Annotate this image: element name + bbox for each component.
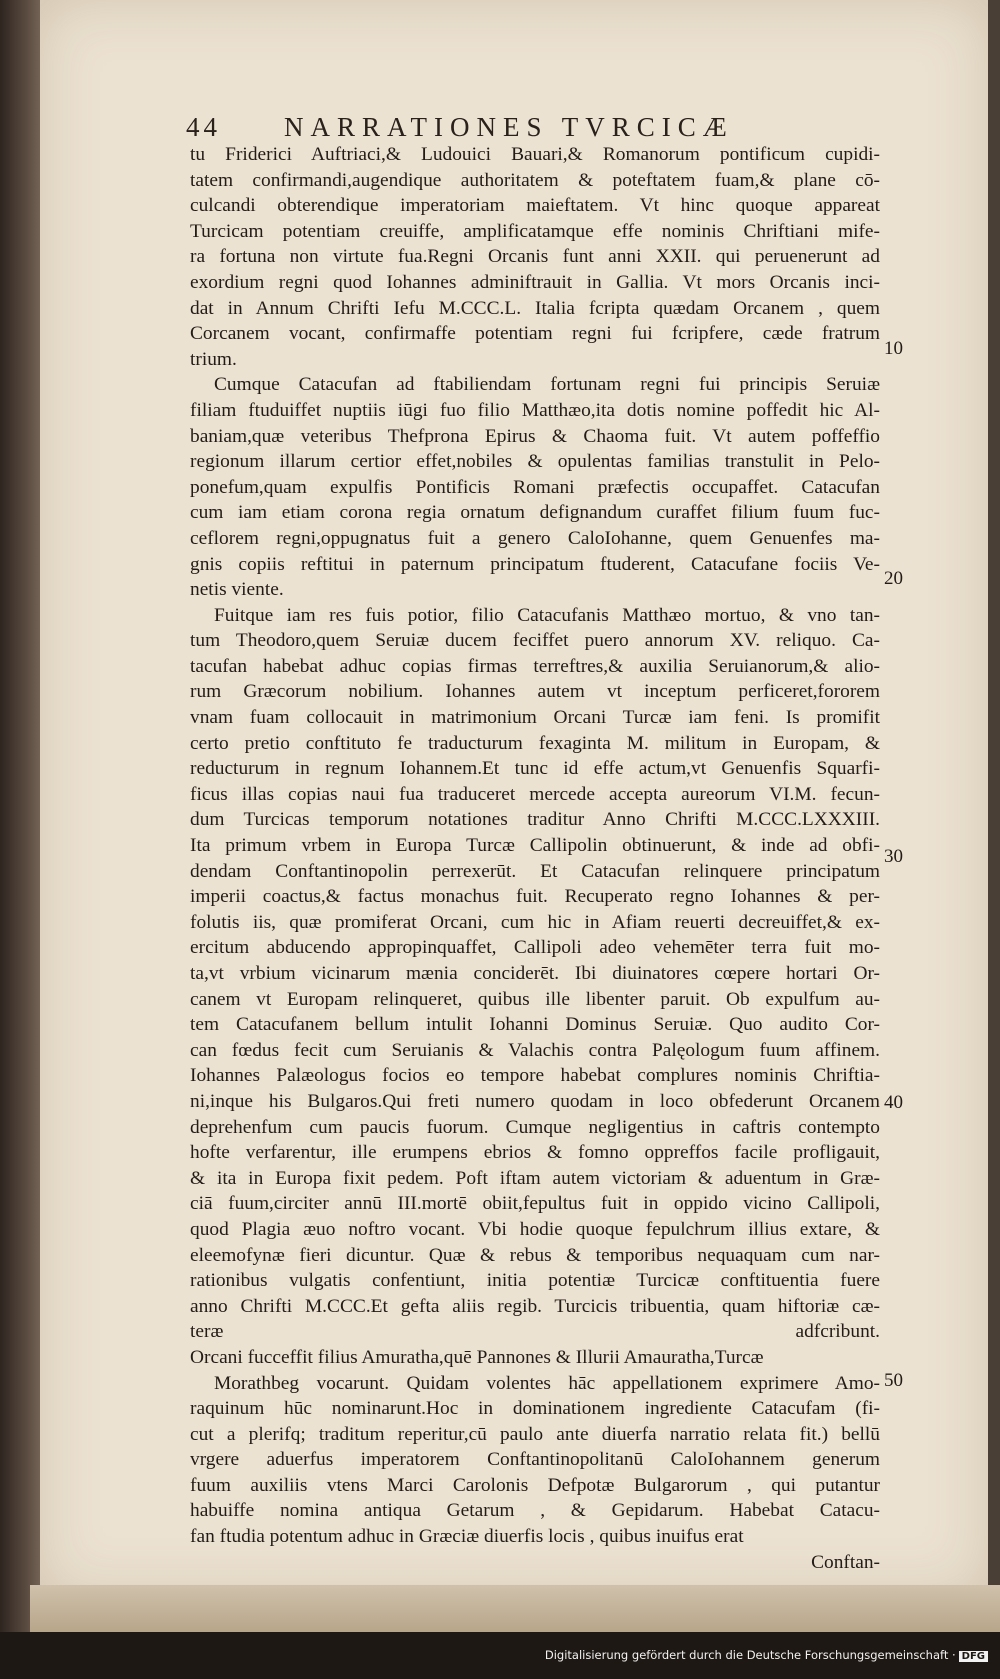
running-title: NARRATIONES TVRCICÆ bbox=[284, 112, 734, 142]
footer-credit bbox=[545, 1648, 988, 1662]
text-line: exordium regni quod Iohannes adminiftrauit in Gallia. Vt mors Orcanis inci- bbox=[190, 271, 880, 293]
text-line: baniam,quæ veteribus Thefprona Epirus & Chaoma fuit. Vt autem poffeffio bbox=[190, 425, 880, 447]
text-line: gnis copiis reftitui in paternum principatum ftuderent, Catacufane fociis Ve- bbox=[190, 553, 880, 575]
dfg-logo: DFG bbox=[959, 1651, 988, 1662]
text-line: anno Chrifti M.CCC.Et gefta aliis regib. Turcicis tribuentia, quam hiftoriæ cæ- bbox=[190, 1295, 880, 1317]
text-line: tem Catacufanem bellum intulit Iohanni Dominus Seruiæ. Quo audito Cor- bbox=[190, 1014, 880, 1036]
text-line: Morathbeg vocarunt. Quidam volentes hāc appellationem exprimere Amo- bbox=[214, 1372, 880, 1394]
margin-line-number: 40 bbox=[884, 1092, 903, 1113]
page-number: 44 bbox=[186, 112, 221, 142]
text-line: ercitum abducendo appropinquaffet, Callipoli adeo vehemēter terra fuit mo- bbox=[190, 937, 880, 959]
text-line: canem vt Europam relinqueret, quibus ille libenter paruit. Ob expulfum au- bbox=[190, 988, 880, 1010]
text-line: habuiffe nomina antiqua Getarum , & Gepidarum. Habebat Catacu- bbox=[190, 1500, 880, 1522]
text-line: tu Friderici Auftriaci,& Ludouici Bauari,& Romanorum pontificum cupidi- bbox=[190, 144, 880, 165]
text-line: rum Græcorum nobilium. Iohannes autem vt inceptum perficeret,fororem bbox=[190, 681, 880, 703]
text-line: Conftan- bbox=[811, 1551, 880, 1573]
text-line: dat in Annum Chrifti Iefu M.CCC.L. Italia fcripta quædam Orcanem , quem bbox=[190, 297, 880, 319]
text-line: ni,inque his Bulgaros.Qui freti numero quodam in loco obfederunt Orcanem bbox=[190, 1090, 880, 1112]
text-line: cum iam etiam corona regia ornatum defignandum curaffet filium fuum fuc- bbox=[190, 502, 880, 524]
text-line: vrgere aduerfus imperatorem Conftantinopolitanū CaloIohannem generum bbox=[190, 1449, 880, 1471]
book-gutter bbox=[0, 0, 44, 1679]
text-line: tum Theodoro,quem Seruiæ ducem feciffet puero annorum XV. reliquo. Ca- bbox=[190, 630, 880, 652]
text-line: ra fortuna non virtute fua.Regni Orcanis funt anni XXII. qui peruenerunt ad bbox=[190, 246, 880, 268]
text-line: ceflorem regni,oppugnatus fuit a genero CaloIohanne, quem Genuenfes ma- bbox=[190, 527, 880, 549]
text-line: certo pretio conftituto fe traducturum fexaginta M. militum in Europam, & bbox=[190, 732, 880, 754]
text-line: Iohannes Palæologus focios eo tempore habebat complures nominis Chriftia- bbox=[190, 1065, 880, 1087]
margin-line-number: 20 bbox=[884, 568, 903, 589]
margin-line-number: 30 bbox=[884, 846, 903, 867]
text-line: deprehenfum cum paucis fuorum. Cumque negligentius in caftris contempto bbox=[190, 1116, 880, 1138]
text-line: ponefum,quam expulfis Pontificis Romani præfectis occupaffet. Catacufan bbox=[190, 476, 880, 498]
text-line: folutis iis, quæ promiferat Orcani, cum hic in Afiam reuerti decreuiffet,& ex- bbox=[190, 911, 880, 933]
text-line: tacufan habebat adhuc copias firmas terreftres,& auxilia Seruianorum,& alio- bbox=[190, 655, 880, 677]
text-line: imperii coactus,& factus monachus fuit. Recuperato regno Iohannes & per- bbox=[190, 886, 880, 908]
text-line: hofte verfarentur, ille erumpens ebrios & fomno oppreffos facile profligauit, bbox=[190, 1142, 880, 1164]
text-line: dendam Conftantinopolin perrexerūt. Et Catacufan relinquere principatum bbox=[190, 860, 880, 882]
text-line: dum Turcicas temporum notationes traditur Anno Chrifti M.CCC.LXXXIII. bbox=[190, 809, 880, 831]
text-line: ficus illas copias naui fua traduceret mercede accepta aureorum VI.M. fecun- bbox=[190, 783, 880, 805]
text-line: can fœdus fecit cum Seruianis & Valachis contra Palęologum fuum affinem. bbox=[190, 1039, 880, 1061]
text-line: reducturum in regnum Iohannem.Et tunc id effe actum,vt Genuenfis Squarfi- bbox=[190, 758, 880, 780]
text-line: fan ftudia potentum adhuc in Græciæ diuerfis locis , quibus inuifus erat bbox=[190, 1526, 744, 1548]
text-line: netis viente. bbox=[190, 579, 284, 601]
text-line: raquinum hūc nominarunt.Hoc in dominationem ingrediente Catacufam (fi- bbox=[190, 1398, 880, 1420]
text-line: eleemofynæ fieri dicuntur. Quæ & rebus & temporibus nequaquam cum nar- bbox=[190, 1244, 880, 1266]
text-block bbox=[190, 142, 880, 1575]
margin-line-number: 10 bbox=[884, 338, 903, 359]
text-line: rationibus vulgatis confentiunt, initia potentiæ Turcicæ conftituentia fuere bbox=[190, 1270, 880, 1292]
text-line: tatem confirmandi,augendique authoritatem & poteftatem fuam,& plane cō- bbox=[190, 169, 880, 191]
text-line: fuum auxiliis vtens Marci Carolonis Defpotæ Bulgarorum , qui putantur bbox=[190, 1474, 880, 1496]
text-line: quod Plagia æuo noftro vocant. Vbi hodie quoque fepulchrum illius extare, & bbox=[190, 1218, 880, 1240]
text-line: Corcanem vocant, confirmaffe potentiam regni fui fcripfere, cæde fratrum bbox=[190, 323, 880, 345]
text-line: culcandi obterendique imperatoriam maieftatem. Vt hinc quoque appareat bbox=[190, 195, 880, 217]
text-line: filiam ftuduiffet nuptiis iūgi fuo filio Matthæo,ita dotis nomine poffedit hic Al- bbox=[190, 399, 880, 421]
text-line: trium. bbox=[190, 348, 237, 370]
page-bottom-edge bbox=[30, 1585, 1000, 1635]
text-line: Turcicam potentiam creuiffe, amplificatamque effe nominis Chriftiani mife- bbox=[190, 220, 880, 242]
text-line: ta,vt vrbium vicinarum mænia conciderēt. Ibi diuinatores cœpere hortari Or- bbox=[190, 963, 880, 984]
text-line: cut a plerifq; traditum reperitur,cū paulo ante diuerfa narratio relata fit.) bellū bbox=[190, 1423, 880, 1445]
text-line: Fuitque iam res fuis potior, filio Catacufanis Matthæo mortuo, & vno tan- bbox=[214, 604, 880, 626]
text-line: vnam fuam collocauit in matrimonium Orcani Turcæ iam feni. Is promifit bbox=[190, 707, 880, 729]
text-line: Ita primum vrbem in Europa Turcæ Callipolin obtinuerunt, & inde ad obfi- bbox=[190, 835, 880, 857]
text-line: & ita in Europa fixit pedem. Poft iftam autem victoriam & aduentum in Græ- bbox=[190, 1167, 880, 1189]
margin-line-number: 50 bbox=[884, 1370, 903, 1391]
text-line: regionum illarum certior effet,nobiles & opulentas familias transtulit in Pelo- bbox=[190, 451, 880, 473]
text-line: ciā fuum,circiter annū III.mortē obiit,fepultus fuit in oppido vicino Callipoli, bbox=[190, 1193, 880, 1215]
footer-credit-text: Digitalisierung gefördert durch die Deutsche Forschungsgemeinschaft · bbox=[544, 1648, 956, 1662]
text-line: Orcani fucceffit filius Amuratha,quē Pannones & Illurii Amauratha,Turcæ bbox=[190, 1346, 764, 1368]
text-line: Cumque Catacufan ad ftabiliendam fortunam regni fui principis Seruiæ bbox=[214, 374, 880, 396]
running-head bbox=[186, 112, 826, 146]
text-line: teræ adfcribunt. bbox=[190, 1321, 880, 1343]
